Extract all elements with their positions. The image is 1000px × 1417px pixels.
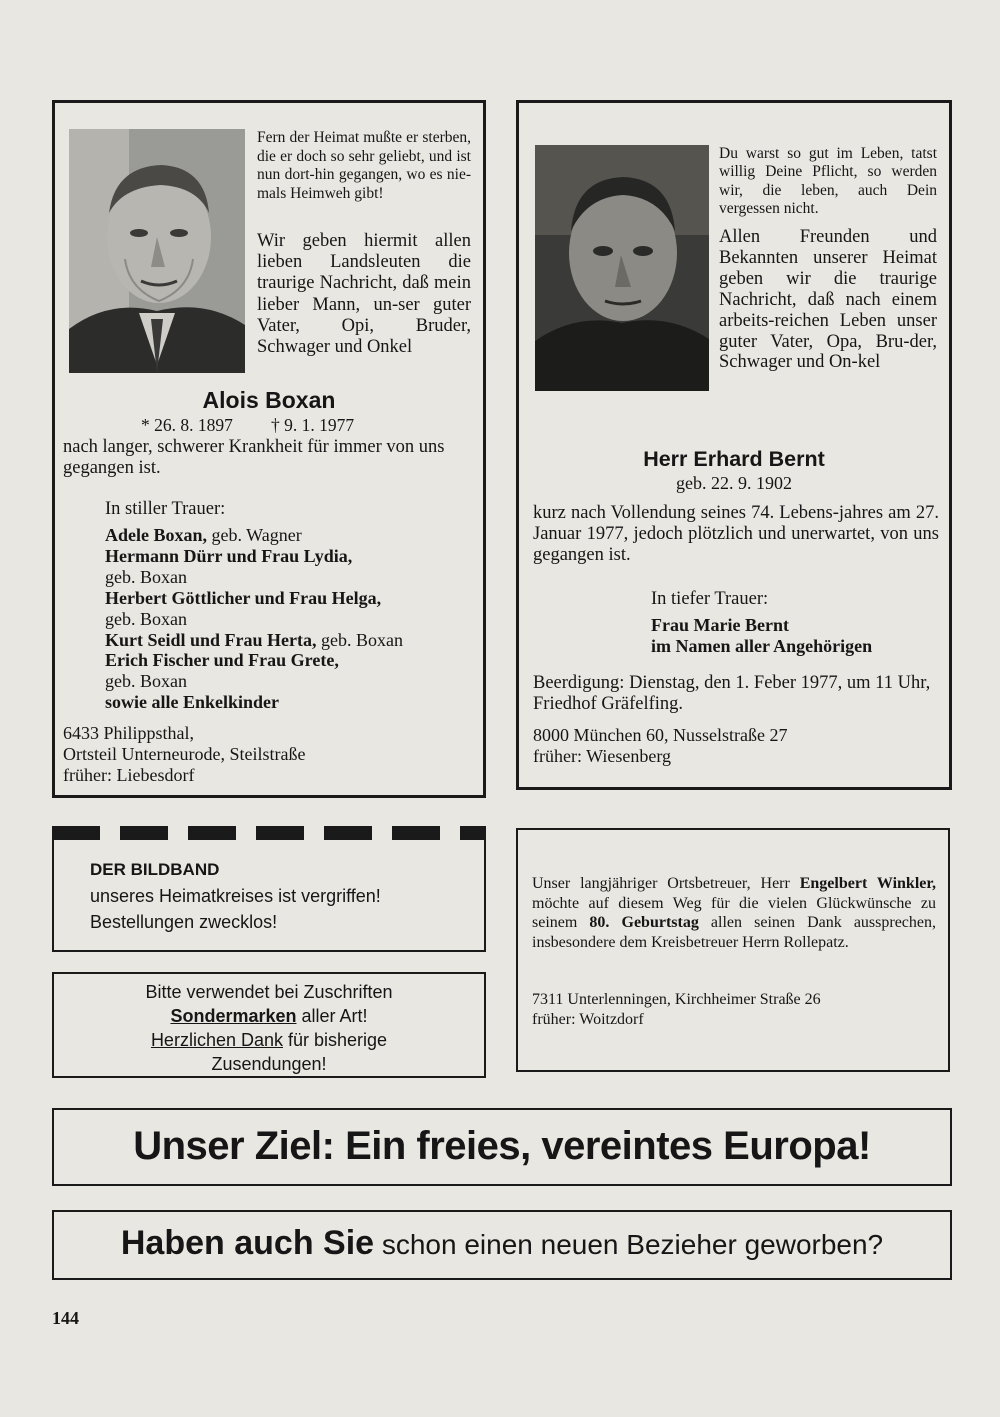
- address-block: [532, 990, 821, 1030]
- birthday-thanks-notice: [516, 828, 950, 1072]
- mourner-line: geb. Boxan: [105, 608, 187, 629]
- mourner-line: geb. Boxan: [105, 671, 187, 692]
- stamps-line: Sondermarken aller Art!: [170, 1006, 368, 1026]
- obituary-boxan: [52, 100, 486, 798]
- obituary-text: nach langer, schwerer Krankheit für immer von uns gegangen ist.: [63, 437, 445, 478]
- mourning-header: In tiefer Trauer:: [651, 589, 769, 609]
- mourner-line: Erich Fischer und Frau Grete,: [105, 650, 339, 671]
- mourner-line: Frau Marie Bernt: [651, 615, 789, 635]
- obituary-intro: Allen Freunden und Bekannten unserer Heimat geben wir die traurige Nachricht, daß nach einem arbeits-reichen Leben unser guter Vater, Opa, Bru-der, Schwager und On-kel: [719, 227, 937, 373]
- mourner-line: Herbert Göttlicher und Frau Helga,: [105, 587, 382, 608]
- address-line: früher: Liebesdorf: [63, 765, 195, 785]
- bildband-line: unseres Heimatkreises ist vergriffen!: [90, 886, 381, 906]
- deceased-name: Herr Erhard Bernt: [643, 447, 825, 471]
- portrait-photo-bernt: [535, 145, 709, 391]
- mourner-line: geb. Boxan: [105, 566, 187, 587]
- death-date: † 9. 1. 1977: [271, 415, 355, 435]
- mourner-line: Adele Boxan, geb. Wagner: [105, 525, 302, 545]
- stamps-line: Herzlichen Dank für bisherige: [150, 1030, 388, 1050]
- obituary-intro: Wir geben hiermit allen lieben Landsleuten die traurige Nachricht, daß mein lieber Mann, un-ser guter Vater, Opi, Bruder, Schwager und Onkel: [257, 231, 471, 358]
- address-line: 8000 München 60, Nusselstraße 27: [533, 725, 788, 745]
- bildband-notice: [52, 838, 486, 952]
- birth-date: geb. 22. 9. 1902: [676, 473, 792, 493]
- birthday-text: Unser langjähriger Ortsbetreuer, Herr Engelbert Winkler, möchte auf diesem Weg für die vielen Glückwünsche zu seinem 80. Geburtstag allen seinen Dank aussprechen, insbesondere dem Kreisbetreuer Herrn Rollepatz.: [532, 875, 937, 951]
- address-line: 6433 Philippsthal,: [63, 723, 195, 743]
- birth-date: * 26. 8. 1897: [141, 415, 233, 435]
- stamps-line: Bitte verwendet bei Zuschriften: [145, 982, 393, 1002]
- bildband-title: DER BILDBAND: [90, 860, 220, 879]
- mourner-line: sowie alle Enkelkinder: [105, 692, 280, 713]
- stamps-line: Zusendungen!: [211, 1054, 327, 1074]
- deceased-name: Alois Boxan: [202, 387, 336, 413]
- address-block: [533, 725, 787, 767]
- mourner-line: im Namen aller Angehörigen: [651, 636, 873, 656]
- address-line: Ortsteil Unterneurode, Steilstraße: [63, 744, 306, 764]
- thanks-text: Herzlichen Dank: [150, 1030, 283, 1050]
- address-line: 7311 Unterlenningen, Kirchheimer Straße 26: [532, 991, 821, 1008]
- mourners-list: [651, 615, 872, 657]
- slogan-text: Unser Ziel: Ein freies, vereintes Europa!: [133, 1124, 871, 1168]
- address-line: früher: Woitzdorf: [532, 1011, 644, 1028]
- recruit-bold: Haben auch Sie: [120, 1224, 375, 1262]
- mourner-line: Kurt Seidl und Frau Herta, geb. Boxan: [105, 629, 403, 650]
- bildband-line: Bestellungen zwecklos!: [90, 912, 278, 932]
- page-number: 144: [52, 1308, 79, 1328]
- portrait-photo-boxan: [69, 129, 245, 373]
- obituary-text: kurz nach Vollendung seines 74. Lebens-jahres am 27. Januar 1977, jedoch plötzlich und unerwartet, von uns gegangen ist.: [533, 503, 939, 565]
- obituary-bernt: [516, 100, 952, 790]
- obituary-poem: Du warst so gut im Leben, tatst willig Deine Pflicht, so werden wir, die leben, auch Dein vergessen nicht.: [719, 145, 937, 217]
- stamps-text: [54, 980, 484, 1076]
- funeral-info: Beerdigung: Dienstag, den 1. Feber 1977, um 11 Uhr, Friedhof Gräfelfing.: [533, 673, 931, 714]
- address-block: [63, 723, 305, 786]
- mourning-header: In stiller Trauer:: [105, 499, 226, 519]
- slogan-banner: [52, 1108, 952, 1186]
- obituary-poem: Fern der Heimat mußte er sterben, die er doch so sehr geliebt, und ist nun dort-hin gegangen, wo es nie-mals Heimweh gibt!: [257, 129, 471, 202]
- recruit-banner: [52, 1210, 952, 1280]
- stamps-keyword: Sondermarken: [170, 1006, 297, 1026]
- mourners-list: [105, 525, 477, 713]
- recruit-text: Haben auch Sie schon einen neuen Bezieher geworben?: [120, 1224, 884, 1262]
- address-line: früher: Wiesenberg: [533, 746, 672, 766]
- mourner-line: Hermann Dürr und Frau Lydia,: [105, 545, 353, 566]
- stamps-notice: [52, 972, 486, 1078]
